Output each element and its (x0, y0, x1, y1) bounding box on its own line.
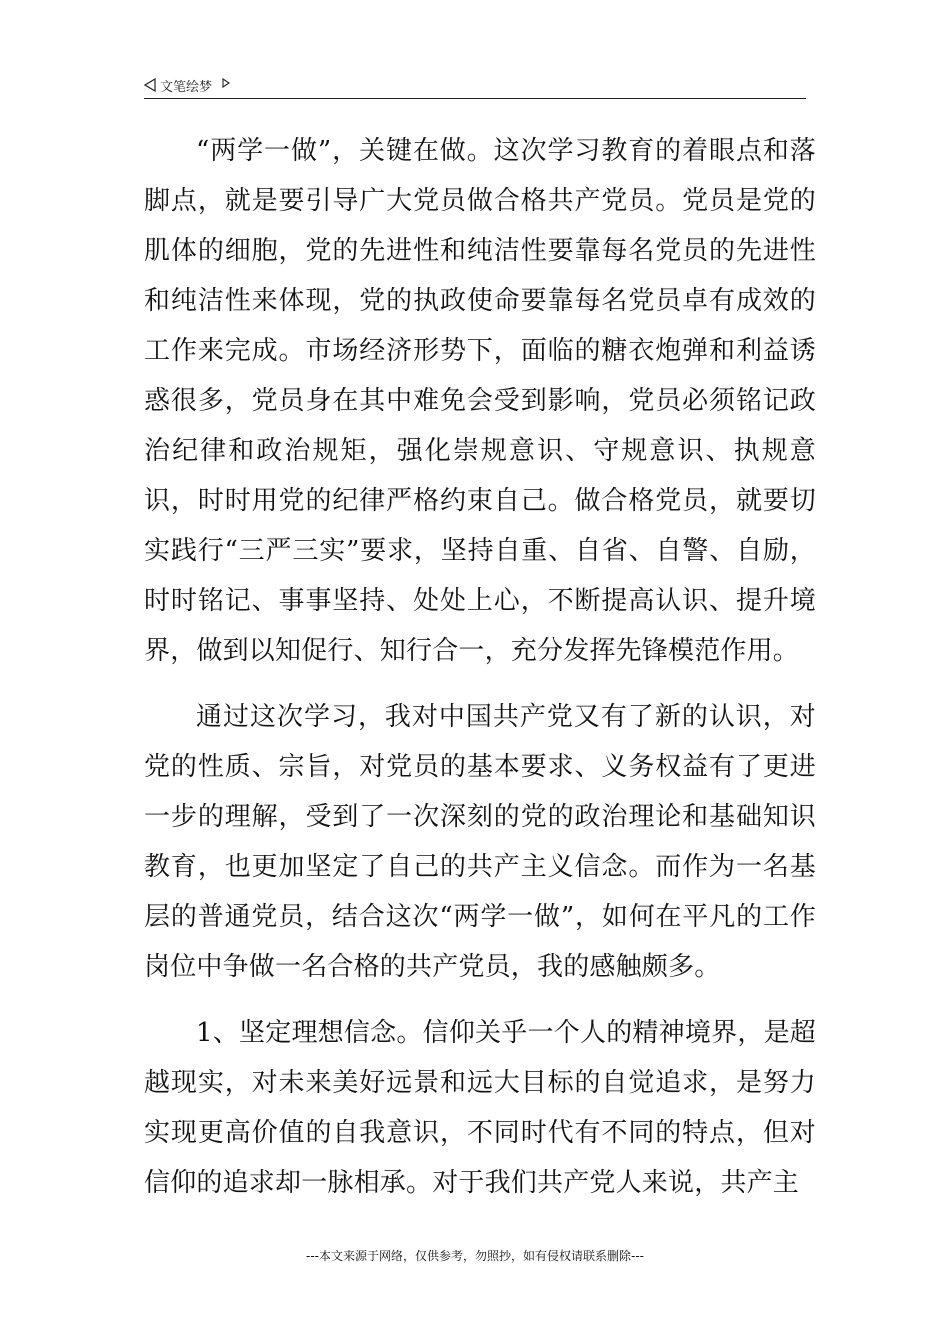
paragraph-2: 通过这次学习，我对中国共产党又有了新的认识，对党的性质、宗旨，对党员的基本要求、义务权益有了更进一步的理解，受到了一次深刻的党的政治理论和基础知识教育，也更加坚定了自己的共产主义信念。而作为一名基层的普通党员，结合这次“两学一做”，如何在平凡的工作岗位中争做一名合格的共产党员，我的感触颇多。 (144, 702, 816, 982)
triangle-right-icon (222, 77, 230, 87)
paragraph-3: 1、坚定理想信念。信仰关乎一个人的精神境界，是超越现实，对未来美好远景和远大目标的自觉追求，是努力实现更高价值的自我意识，不同时代有不同的特点，但对信仰的追求却一脉相承。对于我们共产党人来说，共产主 (144, 1018, 816, 1198)
page-header (144, 74, 806, 99)
header-brand (144, 74, 230, 96)
header-brand-text: 文笔绘梦 (160, 79, 213, 95)
footer-disclaimer: ---本文来源于网络，仅供参考，勿照抄，如有侵权请联系删除--- (306, 1249, 644, 1263)
paragraph-1: “两学一做”，关键在做。这次学习教育的着眼点和落脚点，就是要引导广大党员做合格共产党员。党员是党的肌体的细胞，党的先进性和纯洁性要靠每名党员的先进性和纯洁性来体现，党的执政使命要靠每名党员卓有成效的工作来完成。市场经济形势下，面临的糖衣炮弹和利益诱惑很多，党员身在其中难免会受到影响，党员必须铭记政治纪律和政治规矩，强化崇规意识、守规意识、执规意识，时时用党的纪律严格约束自己。做合格党员，就要切实践行“三严三实”要求，坚持自重、自省、自警、自励，时时铭记、事事坚持、处处上心，不断提高认识、提升境界，做到以知促行、知行合一，充分发挥先锋模范作用。 (144, 136, 816, 666)
document-body (144, 126, 816, 1208)
triangle-left-icon (144, 78, 156, 92)
